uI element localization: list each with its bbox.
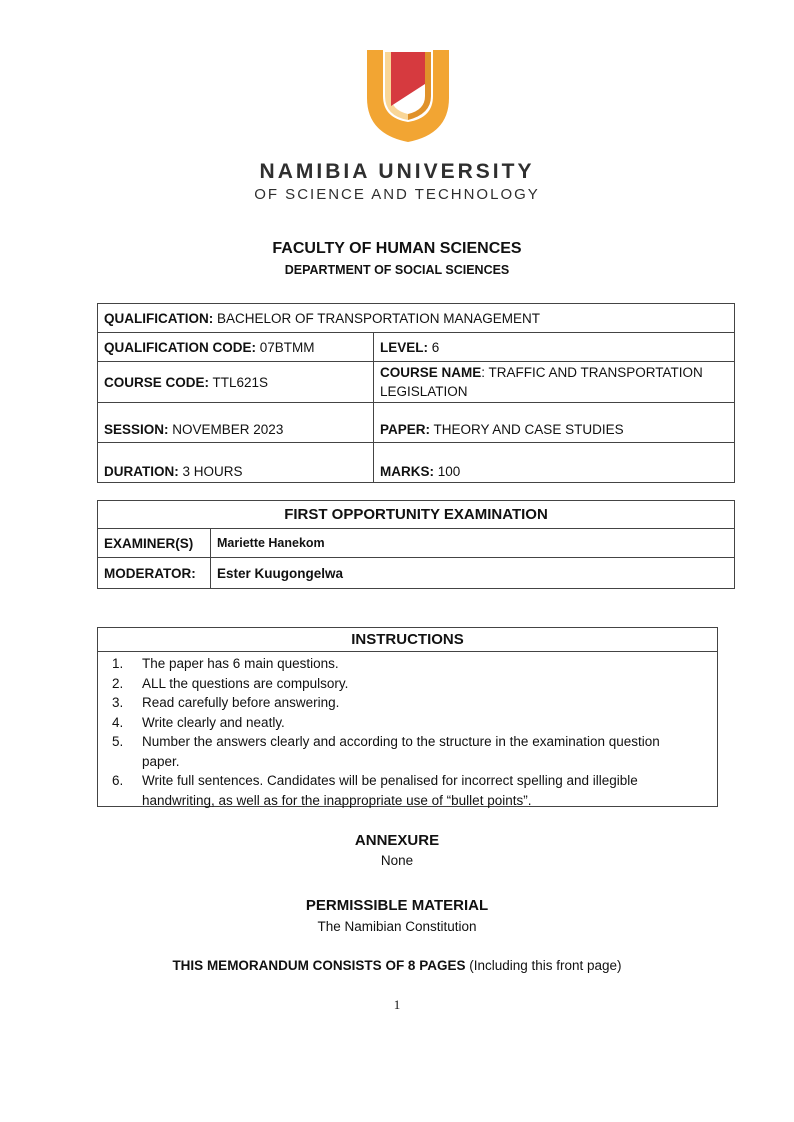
- instruction-item: [98, 713, 717, 733]
- qualification-code-cell: [98, 333, 374, 362]
- qualification-table: [97, 303, 735, 483]
- memorandum-page-count: [0, 958, 794, 973]
- moderator-value: Ester Kuugongelwa: [211, 558, 735, 589]
- instruction-text: ALL the questions are compulsory.: [142, 675, 349, 691]
- qualification-label: QUALIFICATION:: [104, 310, 214, 326]
- annexure-title: ANNEXURE: [354, 832, 440, 849]
- instruction-number: 4.: [112, 714, 124, 730]
- qualification-value: BACHELOR OF TRANSPORTATION MANAGEMENT: [217, 310, 541, 326]
- marks-cell: [374, 443, 735, 483]
- duration-value: 3 HOURS: [182, 464, 243, 479]
- examination-table: [97, 500, 735, 589]
- session-cell: [98, 403, 374, 443]
- permissible-material-value: The Namibian Constitution: [317, 919, 477, 934]
- course-name-value: : TRAFFIC AND TRANSPORTATION LEGISLATION: [380, 365, 703, 399]
- instruction-number: 3.: [112, 695, 124, 710]
- instruction-number: 1.: [112, 656, 124, 671]
- instructions-list: [98, 654, 717, 810]
- instruction-item: [98, 654, 717, 674]
- qualification-code-value: 07BTMM: [259, 339, 315, 355]
- instruction-text: Read carefully before answering.: [142, 695, 340, 710]
- marks-value: 100: [437, 464, 461, 479]
- duration-cell: [98, 443, 374, 483]
- instructions-box: [97, 627, 718, 807]
- examiner-value: Mariette Hanekom: [211, 529, 735, 558]
- faculty-title: FACULTY OF HUMAN SCIENCES: [272, 240, 522, 257]
- instruction-item: [98, 693, 717, 713]
- course-name-cell: [374, 362, 735, 403]
- instruction-text: Number the answers clearly and according to the structure in the examination question paper.: [142, 734, 660, 769]
- qualification-cell: [98, 304, 735, 333]
- level-label: LEVEL:: [380, 339, 429, 355]
- course-code-value: TTL621S: [212, 374, 269, 390]
- university-subtitle: OF SCIENCE AND TECHNOLOGY: [254, 186, 540, 203]
- memorandum-page-count-note: (Including this front page): [465, 958, 622, 973]
- level-cell: [374, 333, 735, 362]
- instructions-title: INSTRUCTIONS: [98, 628, 717, 652]
- instruction-item: [98, 674, 717, 694]
- instruction-text: Write clearly and neatly.: [142, 714, 285, 730]
- exam-title: FIRST OPPORTUNITY EXAMINATION: [98, 501, 735, 529]
- qualification-code-label: QUALIFICATION CODE:: [104, 339, 256, 355]
- department-title: DEPARTMENT OF SOCIAL SCIENCES: [284, 263, 510, 277]
- permissible-material-title: PERMISSIBLE MATERIAL: [305, 897, 489, 914]
- course-code-label: COURSE CODE:: [104, 374, 210, 390]
- university-logo-icon: [363, 44, 453, 144]
- instruction-text: The paper has 6 main questions.: [142, 656, 339, 671]
- instruction-number: 5.: [112, 734, 124, 749]
- paper-cell: [374, 403, 735, 443]
- level-value: 6: [431, 339, 440, 355]
- instruction-number: 6.: [112, 773, 124, 788]
- moderator-label: MODERATOR:: [98, 558, 211, 589]
- paper-value: THEORY AND CASE STUDIES: [433, 422, 624, 437]
- instruction-item: [98, 771, 717, 810]
- instruction-number: 2.: [112, 675, 124, 691]
- instruction-text: Write full sentences. Candidates will be penalised for incorrect spelling and illegible handwriting, as well as for the inappropriate use of “bullet points”.: [142, 773, 638, 808]
- marks-label: MARKS:: [380, 464, 434, 479]
- university-name: NAMIBIA UNIVERSITY: [259, 160, 535, 183]
- annexure-value: None: [380, 853, 414, 868]
- course-code-cell: [98, 362, 374, 403]
- memorandum-page-count-bold: THIS MEMORANDUM CONSISTS OF 8 PAGES: [172, 958, 466, 973]
- paper-label: PAPER:: [380, 422, 431, 437]
- duration-label: DURATION:: [104, 464, 179, 479]
- course-name-label: COURSE NAME: [380, 365, 482, 380]
- page-number: 1: [393, 997, 401, 1012]
- examiner-label: EXAMINER(S): [98, 529, 211, 558]
- session-value: NOVEMBER 2023: [172, 422, 284, 437]
- instruction-item: [98, 732, 717, 771]
- session-label: SESSION:: [104, 422, 169, 437]
